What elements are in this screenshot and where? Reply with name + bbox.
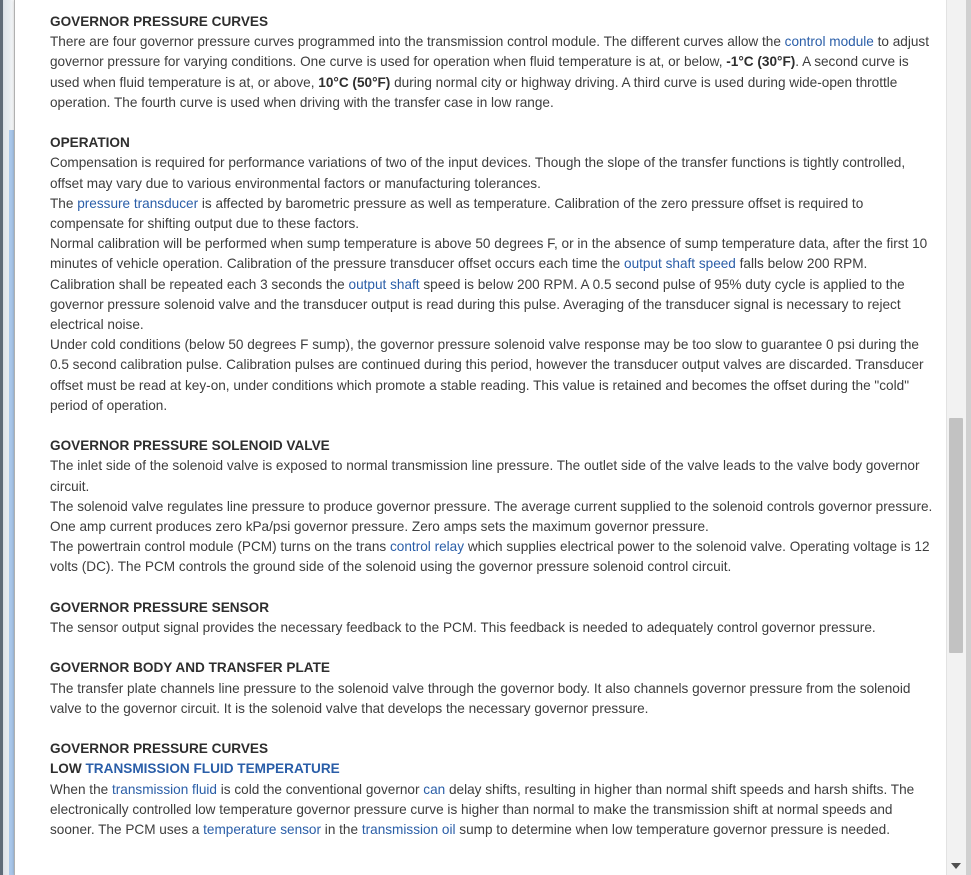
text-run: which supplies electrical power to the solenoid valve. Operating voltage is 12 volts (DC). The PCM controls the ground side of the solenoid using the governor pressure solenoid control circuit. — [50, 539, 930, 575]
text-run: in the — [321, 822, 362, 838]
text-run: The — [50, 195, 78, 211]
sub-heading — [50, 759, 934, 779]
spacer — [50, 638, 934, 658]
text-run: . A second curve is used when fluid temperature is at, or above, — [50, 54, 909, 90]
section-heading: GOVERNOR PRESSURE CURVES — [50, 14, 269, 29]
section-governor-pressure-curves — [50, 12, 934, 113]
article-content — [50, 12, 934, 840]
paragraph: Under cold conditions (below 50 degrees F sump), the governor pressure solenoid valve response may be too slow to guarantee 0 psi during the 0.5 second calibration pulse. Calibration pulses are continued during this period, however the transducer output valves are discarded. Transducer offset must be read at key-on, under conditions which promote a stable reading. This value is retained and becomes the offset during the "cold" period of operation. — [50, 337, 924, 413]
paragraph — [50, 234, 934, 335]
section-solenoid-valve — [50, 436, 934, 577]
text-run: When the — [50, 781, 112, 797]
spacer — [50, 719, 934, 739]
bold-temperature-high: 10°C (50°F) — [318, 74, 391, 90]
text-run: is affected by barometric pressure as well as temperature. Calibration of the zero pressure offset is required to compensate for shifting output due to these factors. — [50, 195, 864, 232]
section-body-transfer-plate — [50, 658, 934, 719]
link-transmission-fluid-temperature[interactable]: TRANSMISSION FLUID TEMPERATURE — [85, 761, 340, 777]
background-window-border — [0, 0, 3, 875]
scrollbar-thumb[interactable] — [949, 418, 963, 653]
text-run: to adjust governor pressure for varying conditions. One curve is used for operation when fluid temperature is at, or below, — [50, 34, 930, 70]
paragraph: The transfer plate channels line pressure to the solenoid valve through the governor body. It also channels governor pressure from the solenoid valve to the governor circuit. It is the solenoid valve that develops the necessary governor pressure. — [50, 680, 911, 716]
chevron-down-icon[interactable] — [951, 863, 961, 869]
link-can[interactable]: can — [423, 781, 446, 797]
link-transmission-fluid[interactable]: transmission fluid — [111, 781, 217, 797]
paragraph — [50, 194, 934, 234]
text-run: falls below 200 RPM. Calibration shall be repeated each 3 seconds the — [50, 256, 868, 292]
section-operation — [50, 133, 934, 416]
document-viewer — [14, 0, 948, 875]
link-output-shaft-speed[interactable]: output shaft speed — [624, 256, 736, 272]
section-heading: GOVERNOR BODY AND TRANSFER PLATE — [50, 660, 330, 676]
link-output-shaft[interactable]: output shaft — [348, 276, 420, 292]
window-right-edge — [966, 0, 971, 875]
text-run: There are four governor pressure curves programmed into the transmission control module. The different curves allow the — [50, 34, 785, 50]
section-heading: OPERATION — [50, 135, 130, 151]
link-pressure-transducer[interactable]: pressure transducer — [77, 195, 199, 211]
link-control-module[interactable]: control module — [784, 34, 874, 50]
text-run: speed is below 200 RPM. A 0.5 second pulse of 95% duty cycle is applied to the governor pressure solenoid valve and the transducer output is read during this pulse. Averaging of the transducer signal is necessary to reject electrical noise. — [50, 276, 905, 333]
text-run: is cold the conventional governor — [216, 781, 424, 797]
paragraph: The sensor output signal provides the necessary feedback to the PCM. This feedback is needed to adequately control governor pressure. — [50, 620, 876, 636]
section-heading: GOVERNOR PRESSURE SENSOR — [50, 599, 270, 615]
text-run: The powertrain control module (PCM) turns on the trans — [50, 539, 390, 555]
section-heading: GOVERNOR PRESSURE SOLENOID VALVE — [50, 438, 330, 454]
paragraph: The inlet side of the solenoid valve is exposed to normal transmission line pressure. The outlet side of the valve leads to the valve body governor circuit. — [50, 458, 920, 494]
paragraph — [50, 537, 934, 577]
text-run: Normal calibration will be performed when sump temperature is above 50 degrees F, or in the absence of sump temperature data, after the first 10 minutes of vehicle operation. Calibration of the pressure transducer offset occurs each time the — [50, 236, 928, 272]
sub-heading-prefix: LOW — [50, 761, 86, 777]
paragraph: Compensation is required for performance variations of two of the input devices. Though the slope of the transfer functions is tightly controlled, offset may vary due to various environmental factors or manufacturing tolerances. — [50, 155, 906, 191]
link-control-relay[interactable]: control relay — [390, 539, 465, 555]
spacer — [50, 578, 934, 598]
paragraph — [50, 32, 934, 113]
text-run: delay shifts, resulting in higher than normal shift speeds and harsh shifts. The electronically controlled low temperature governor pressure curve is higher than normal to make the transmission shift at normal speeds and sooner. The PCM uses a — [50, 781, 915, 838]
section-pressure-curves-low-temp — [50, 739, 934, 840]
vertical-scrollbar[interactable] — [946, 0, 966, 875]
paragraph: The solenoid valve regulates line pressure to produce governor pressure. The average current supplied to the solenoid controls governor pressure. One amp current produces zero kPa/psi governor pressure. Zero amps sets the maximum governor pressure. — [50, 498, 933, 535]
bold-temperature-low: -1°C (30°F) — [726, 54, 796, 70]
spacer — [50, 416, 934, 436]
text-run: sump to determine when low temperature governor pressure is needed. — [455, 822, 890, 838]
paragraph — [50, 780, 934, 841]
text-run: during normal city or highway driving. A third curve is used during wide-open throttle operation. The fourth curve is used when driving with the transfer case in low range. — [50, 74, 898, 110]
section-heading: GOVERNOR PRESSURE CURVES — [50, 741, 269, 757]
link-transmission-oil[interactable]: transmission oil — [361, 822, 456, 838]
section-pressure-sensor — [50, 598, 934, 638]
link-temperature-sensor[interactable]: temperature sensor — [203, 822, 322, 838]
spacer — [50, 113, 934, 133]
